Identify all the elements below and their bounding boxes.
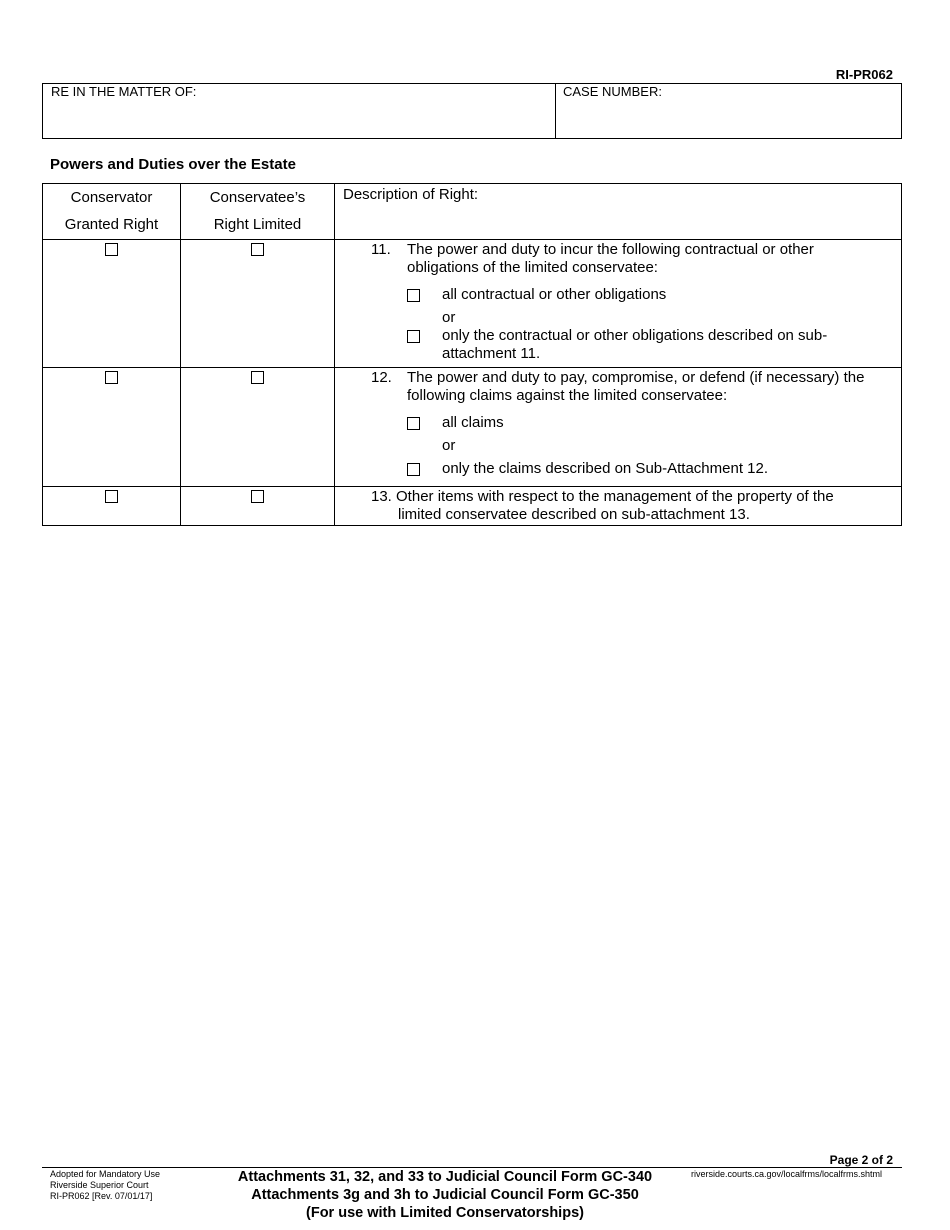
item13-limited-checkbox[interactable] xyxy=(251,490,264,503)
item12-option-all: all claims xyxy=(442,414,504,431)
item12-limited-checkbox[interactable] xyxy=(251,371,264,384)
item12-all-claims-checkbox[interactable] xyxy=(407,417,420,430)
item11-limited-checkbox[interactable] xyxy=(251,243,264,256)
footer-adopted: Adopted for Mandatory Use xyxy=(50,1169,161,1179)
footer-title-line2: Attachments 3g and 3h to Judicial Council Form GC-350 xyxy=(251,1187,639,1203)
item11-option-described: only the contractual or other obligations described on sub-attachment 11. xyxy=(442,327,828,362)
case-number-label: CASE NUMBER: xyxy=(563,84,662,99)
footer-adoption-info xyxy=(50,1169,160,1202)
table-row-item-12 xyxy=(43,368,902,487)
item12-text: The power and duty to pay, compromise, or defend (if necessary) the following claims against the limited conservatee: xyxy=(407,369,865,404)
item11-all-obligations-checkbox[interactable] xyxy=(407,289,420,302)
item12-described-claims-checkbox[interactable] xyxy=(407,463,420,476)
case-header xyxy=(42,83,902,139)
section-title: Powers and Duties over the Estate xyxy=(50,156,296,173)
table-row-item-11 xyxy=(43,240,902,368)
item11-described-obligations-checkbox[interactable] xyxy=(407,330,420,343)
footer-title-line3: (For use with Limited Conservatorships) xyxy=(306,1205,584,1221)
header-divider xyxy=(555,84,556,138)
item12-or: or xyxy=(442,437,456,454)
col-limited-line1: Conservatee’s xyxy=(209,189,306,206)
item11-or: or xyxy=(442,309,456,326)
table-row-item-13 xyxy=(43,487,902,526)
item12-granted-checkbox[interactable] xyxy=(105,371,118,384)
item11-text: The power and duty to incur the following contractual or other obligations of the limited conservatee: xyxy=(407,241,814,276)
item11-option-all: all contractual or other obligations xyxy=(442,286,667,303)
item12-number: 12. xyxy=(371,369,392,386)
page-number: Page 2 of 2 xyxy=(829,1153,893,1167)
col-granted-line1: Conservator xyxy=(70,189,153,206)
item11-granted-checkbox[interactable] xyxy=(105,243,118,256)
col-description-header: Description of Right: xyxy=(335,184,902,240)
col-limited-line2: Right Limited xyxy=(213,216,302,233)
item13-granted-checkbox[interactable] xyxy=(105,490,118,503)
item11-number: 11. xyxy=(371,241,391,258)
col-granted-header xyxy=(43,184,181,240)
footer-url[interactable]: riverside.courts.ca.gov/localfrms/localfrms.shtml xyxy=(691,1169,883,1179)
form-id: RI-PR062 xyxy=(835,67,893,82)
footer-title-line1: Attachments 31, 32, and 33 to Judicial Council Form GC-340 xyxy=(237,1169,653,1185)
table-header-row xyxy=(43,184,902,240)
matter-label: RE IN THE MATTER OF: xyxy=(51,84,197,99)
footer-revision: RI-PR062 [Rev. 07/01/17] xyxy=(50,1191,153,1201)
col-limited-header xyxy=(181,184,335,240)
col-granted-line2: Granted Right xyxy=(64,216,159,233)
item13-text: 13. Other items with respect to the management of the property of the limited conservatee described on sub-attachment 13. xyxy=(371,488,834,523)
footer-court: Riverside Superior Court xyxy=(50,1180,149,1190)
rights-table xyxy=(42,183,902,526)
item12-option-described: only the claims described on Sub-Attachment 12. xyxy=(442,460,769,477)
footer-title xyxy=(200,1168,690,1222)
